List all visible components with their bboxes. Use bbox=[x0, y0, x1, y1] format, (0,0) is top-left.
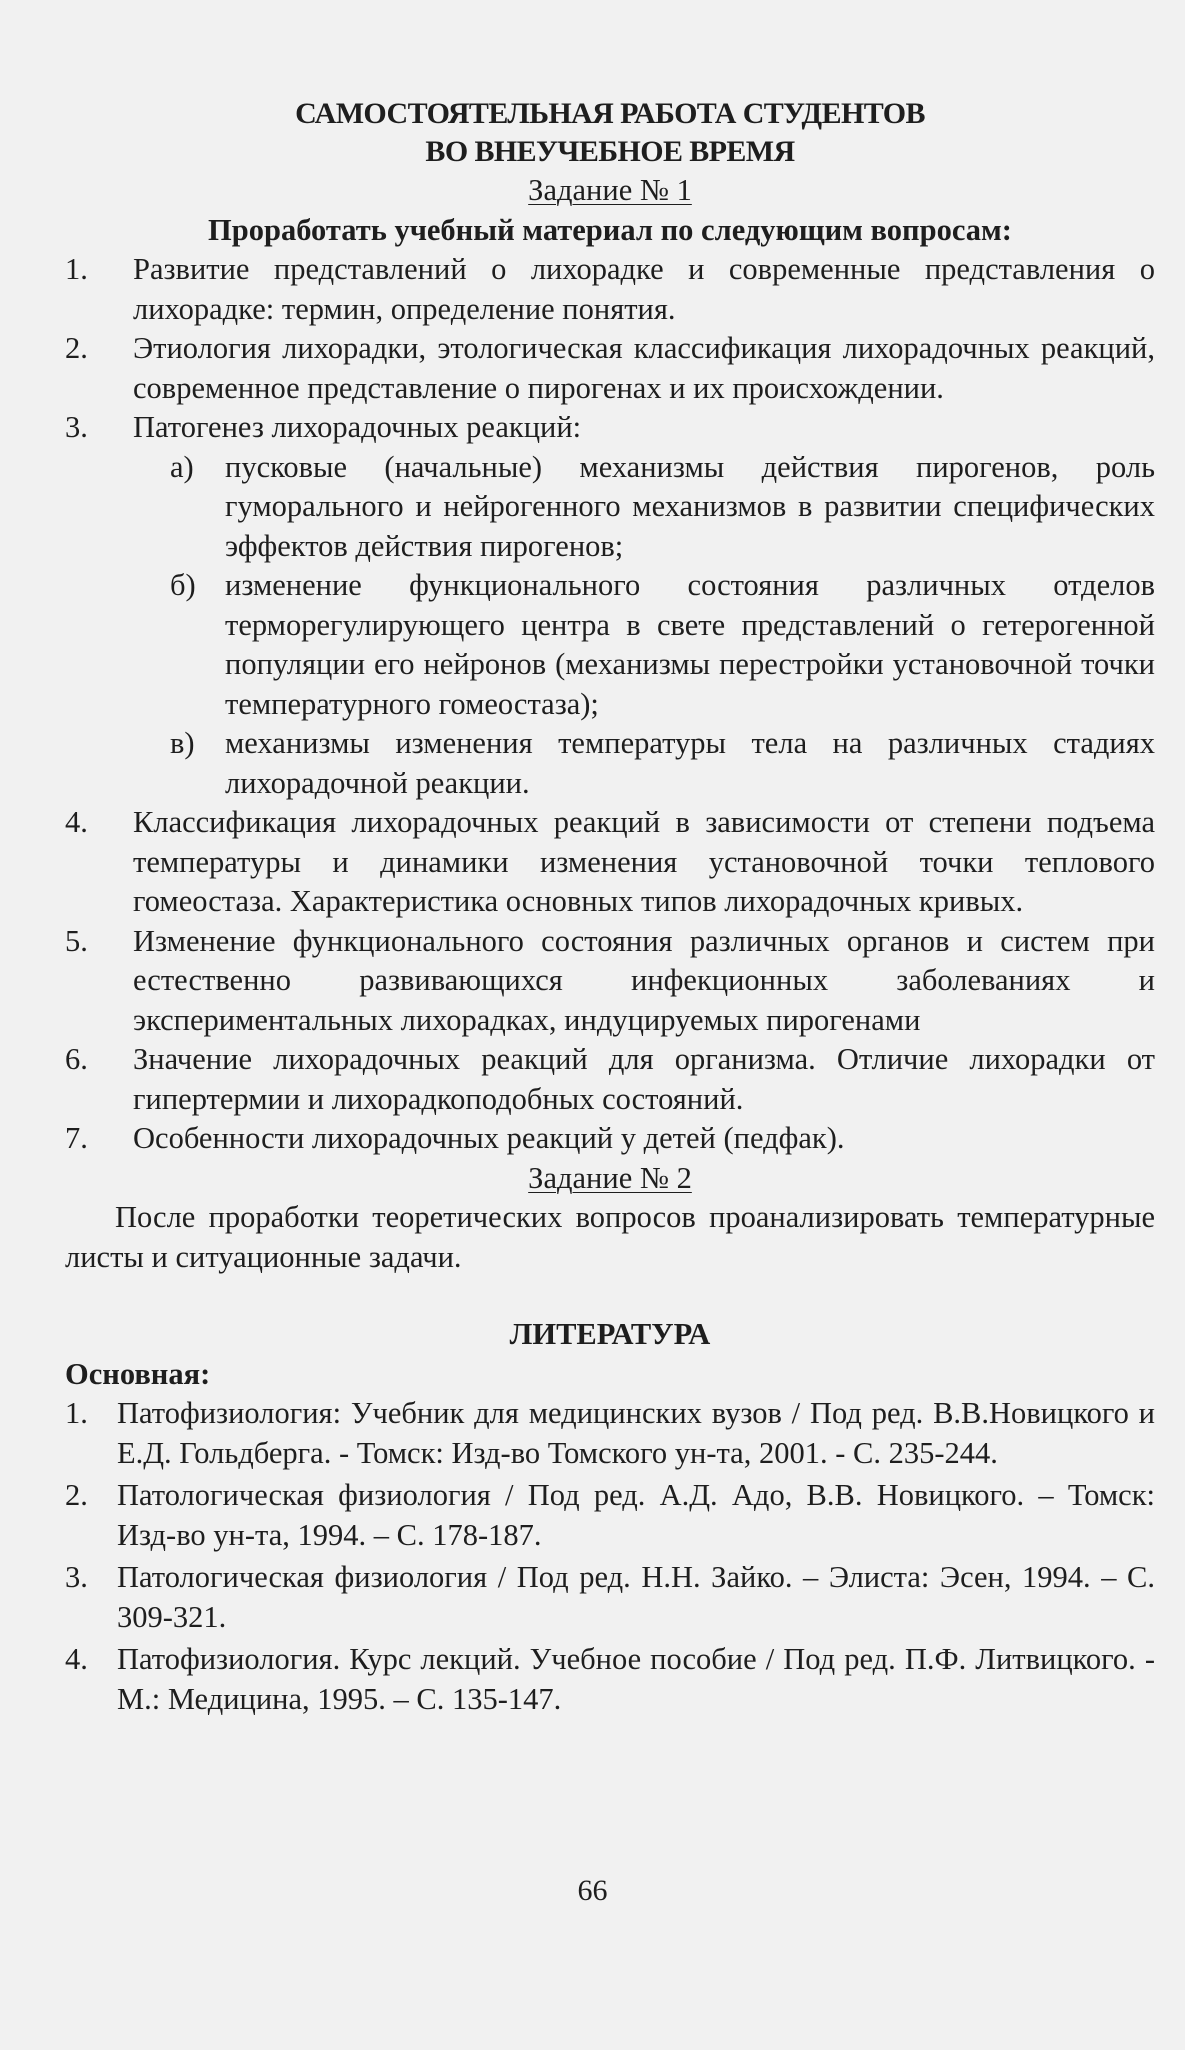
question-number: 5. bbox=[65, 923, 88, 958]
page-number: 66 bbox=[577, 1874, 608, 1907]
literature-heading: ЛИТЕРАТУРА bbox=[509, 1317, 711, 1351]
literature-text: Патологическая физиология / Под ред. А.Д. Адо, В.В. Новицкого. – Томск: Изд-во ун-та, 1994. – С. 178-187. bbox=[117, 1478, 1155, 1552]
question-text: Классификация лихорадочных реакций в зависимости от степени подъема температуры и динамики изменения установочной точки теплового гомеостаза. Характеристика основных типов лихорадочных кривых. bbox=[133, 805, 1155, 918]
question-item-7 bbox=[65, 1119, 1155, 1159]
literature-number: 4. bbox=[65, 1642, 88, 1676]
literature-subheading: Основная: bbox=[65, 1356, 211, 1391]
question-number: 2. bbox=[65, 331, 88, 365]
subitem-text: изменение функционального состояния различных отделов терморегулирующего центра в свете представлений о гетерогенной популяции его нейронов (механизмы перестройки установочной точки температурного гомеостаза); bbox=[225, 568, 1155, 721]
question-item-5 bbox=[65, 922, 1155, 1041]
question-text: Изменение функционального состояния различных органов и систем при естественно развивающихся инфекционных заболеваниях и экспериментальных лихорадках, индуцируемых пирогенами bbox=[133, 923, 1155, 1037]
document-page bbox=[65, 95, 1155, 1722]
page-title-line2: ВО ВНЕУЧЕБНОЕ ВРЕМЯ bbox=[425, 135, 795, 168]
literature-number: 3. bbox=[65, 1560, 88, 1594]
question-item-1 bbox=[65, 250, 1155, 329]
question-text: Особенности лихорадочных реакций у детей (педфак). bbox=[133, 1121, 845, 1155]
question-subitem-b bbox=[65, 566, 1155, 724]
section-spacer bbox=[65, 1277, 1155, 1315]
question-number: 6. bbox=[65, 1042, 88, 1076]
page-title-line1: САМОСТОЯТЕЛЬНАЯ РАБОТА СТУДЕНТОВ bbox=[295, 97, 925, 130]
question-subitem-v bbox=[65, 724, 1155, 803]
question-number: 4. bbox=[65, 805, 88, 839]
subitem-letter: в) bbox=[170, 726, 195, 760]
question-item-6 bbox=[65, 1040, 1155, 1119]
literature-text: Патофизиология. Курс лекций. Учебное пособие / Под ред. П.Ф. Литвицкого. - М.: Медицина, 1995. – С. 135-147. bbox=[117, 1642, 1155, 1716]
question-text: Этиология лихорадки, этологическая классификация лихорадочных реакций, современное представление о пирогенах и их происхождении. bbox=[133, 331, 1155, 405]
literature-item-3 bbox=[65, 1558, 1155, 1637]
literature-item-2 bbox=[65, 1476, 1155, 1555]
question-number: 3. bbox=[65, 410, 88, 444]
subitem-text: механизмы изменения температуры тела на различных стадиях лихорадочной реакции. bbox=[225, 726, 1155, 800]
subitem-letter: а) bbox=[170, 449, 194, 484]
question-subitem-a bbox=[65, 448, 1155, 567]
task2-heading bbox=[65, 1159, 1155, 1199]
question-item-4 bbox=[65, 803, 1155, 922]
question-text: Значение лихорадочных реакций для организма. Отличие лихорадки от гипертермии и лихорадкоподобных состояний. bbox=[133, 1042, 1155, 1116]
literature-number: 2. bbox=[65, 1478, 88, 1512]
subitem-text: пусковые (начальные) механизмы действия пирогенов, роль гуморального и нейрогенного механизмов в развитии специфических эффектов действия пирогенов; bbox=[225, 449, 1155, 563]
literature-item-4 bbox=[65, 1640, 1155, 1719]
literature-text: Патофизиология: Учебник для медицинских вузов / Под ред. В.В.Новицкого и Е.Д. Гольдберга. - Томск: Изд-во Томского ун-та, 2001. - С. 235-244. bbox=[117, 1396, 1155, 1470]
question-number: 1. bbox=[65, 252, 88, 286]
task1-subheading: Проработать учебный материал по следующим вопросам: bbox=[208, 212, 1012, 247]
literature-number: 1. bbox=[65, 1396, 88, 1430]
task1-heading-text: Задание № 1 bbox=[528, 173, 692, 207]
question-item-2 bbox=[65, 329, 1155, 408]
task2-paragraph: После проработки теоретических вопросов проанализировать температурные листы и ситуационные задачи. bbox=[65, 1200, 1155, 1274]
literature-item-1 bbox=[65, 1394, 1155, 1473]
question-text: Развитие представлений о лихорадке и современные представления о лихорадке: термин, определение понятия. bbox=[133, 252, 1155, 326]
subitem-letter: б) bbox=[170, 568, 196, 602]
question-item-3 bbox=[65, 408, 1155, 448]
task2-heading-text: Задание № 2 bbox=[528, 1160, 692, 1195]
question-text: Патогенез лихорадочных реакций: bbox=[133, 410, 582, 444]
task1-heading bbox=[65, 171, 1155, 211]
literature-text: Патологическая физиология / Под ред. Н.Н. Зайко. – Элиста: Эсен, 1994. – С. 309-321. bbox=[117, 1560, 1155, 1634]
question-number: 7. bbox=[65, 1121, 88, 1155]
